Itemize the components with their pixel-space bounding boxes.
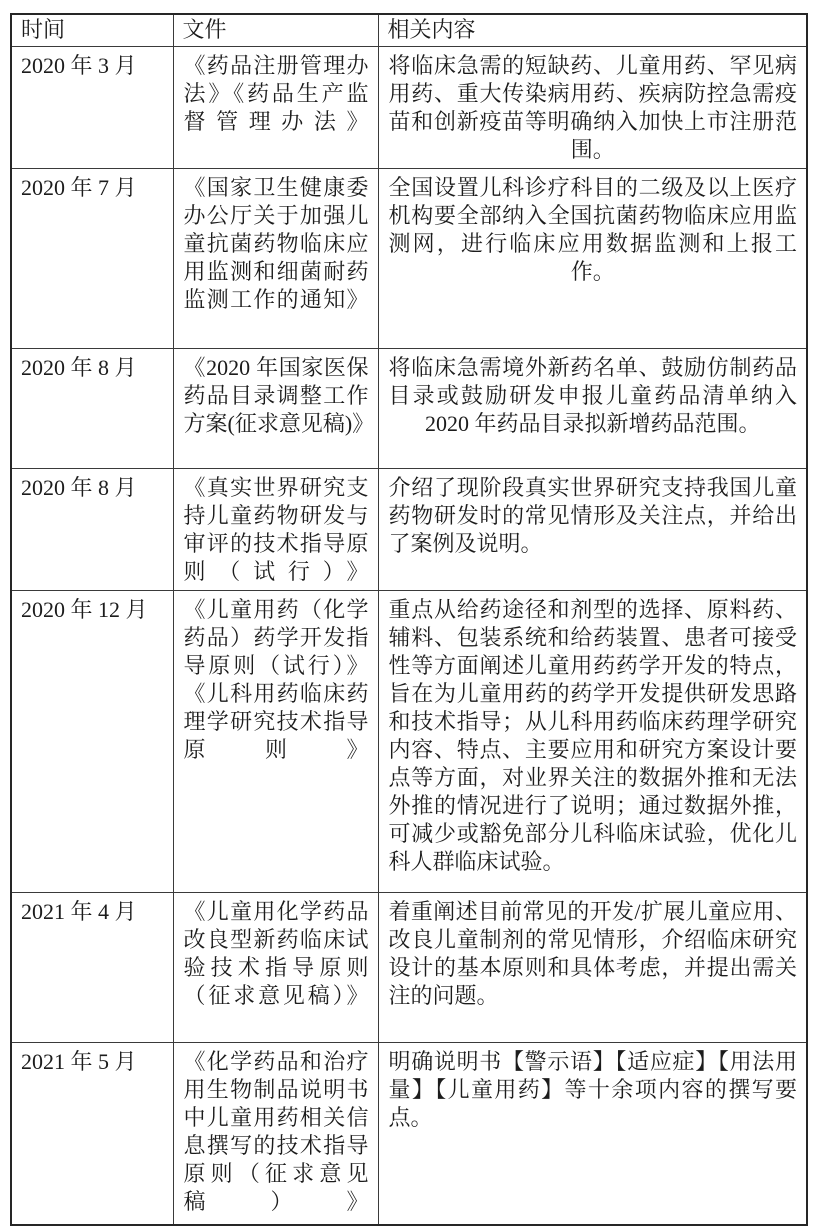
document-cell: 《国家卫生健康委办公厅关于加强儿童抗菌药物临床应用监测和细菌耐药监测工作的通知》 — [173, 168, 378, 348]
time-cell: 2020 年 12 月 — [11, 590, 173, 892]
policy-document-table — [10, 13, 808, 1226]
content-cell: 着重阐述目前常见的开发/扩展儿童应用、改良儿童制剂的常见情形，介绍临床研究设计的基本原则和具体考虑，并提出需关注的问题。 — [378, 892, 807, 1042]
table-row — [11, 46, 807, 168]
content-cell: 明确说明书【警示语】【适应症】【用法用量】【儿童用药】等十余项内容的撰写要点。 — [378, 1042, 807, 1225]
table-header-row — [11, 14, 807, 46]
document-cell: 《儿童用化学药品改良型新药临床试验技术指导原则（征求意见稿）》 — [173, 892, 378, 1042]
document-cell: 《化学药品和治疗用生物制品说明书中儿童用药相关信息撰写的技术指导原则（征求意见稿）》 — [173, 1042, 378, 1225]
document-cell: 《真实世界研究支持儿童药物研发与审评的技术指导原则（试行）》 — [173, 468, 378, 590]
time-cell: 2020 年 3 月 — [11, 46, 173, 168]
document-cell: 《2020 年国家医保药品目录调整工作方案(征求意见稿)》 — [173, 348, 378, 468]
table-row — [11, 468, 807, 590]
table-row — [11, 348, 807, 468]
document-cell: 《儿童用药（化学药品）药学开发指导原则（试行）》《儿科用药临床药理学研究技术指导原则》 — [173, 590, 378, 892]
content-cell: 将临床急需境外新药名单、鼓励仿制药品目录或鼓励研发申报儿童药品清单纳入 2020 年药品目录拟新增药品范围。 — [378, 348, 807, 468]
time-cell: 2021 年 5 月 — [11, 1042, 173, 1225]
content-cell: 介绍了现阶段真实世界研究支持我国儿童药物研发时的常见情形及关注点，并给出了案例及说明。 — [378, 468, 807, 590]
content-cell: 重点从给药途径和剂型的选择、原料药、辅料、包装系统和给药装置、患者可接受性等方面阐述儿童用药药学开发的特点，旨在为儿童用药的药学开发提供研发思路和技术指导；从儿科用药临床药理学研究内容、特点、主要应用和研究方案设计要点等方面，对业界关注的数据外推和无法外推的情况进行了说明；通过数据外推，可减少或豁免部分儿科临床试验，优化儿科人群临床试验。 — [378, 590, 807, 892]
column-header-document: 文件 — [173, 14, 378, 46]
table-row — [11, 590, 807, 892]
time-cell: 2020 年 7 月 — [11, 168, 173, 348]
column-header-content: 相关内容 — [378, 14, 807, 46]
document-cell: 《药品注册管理办法》《药品生产监督管理办法》 — [173, 46, 378, 168]
content-cell: 全国设置儿科诊疗科目的二级及以上医疗机构要全部纳入全国抗菌药物临床应用监测网，进行临床应用数据监测和上报工作。 — [378, 168, 807, 348]
table-row — [11, 168, 807, 348]
time-cell: 2020 年 8 月 — [11, 468, 173, 590]
table-row — [11, 1042, 807, 1225]
content-cell: 将临床急需的短缺药、儿童用药、罕见病用药、重大传染病用药、疾病防控急需疫苗和创新疫苗等明确纳入加快上市注册范围。 — [378, 46, 807, 168]
table-row — [11, 892, 807, 1042]
column-header-time: 时间 — [11, 14, 173, 46]
time-cell: 2021 年 4 月 — [11, 892, 173, 1042]
time-cell: 2020 年 8 月 — [11, 348, 173, 468]
